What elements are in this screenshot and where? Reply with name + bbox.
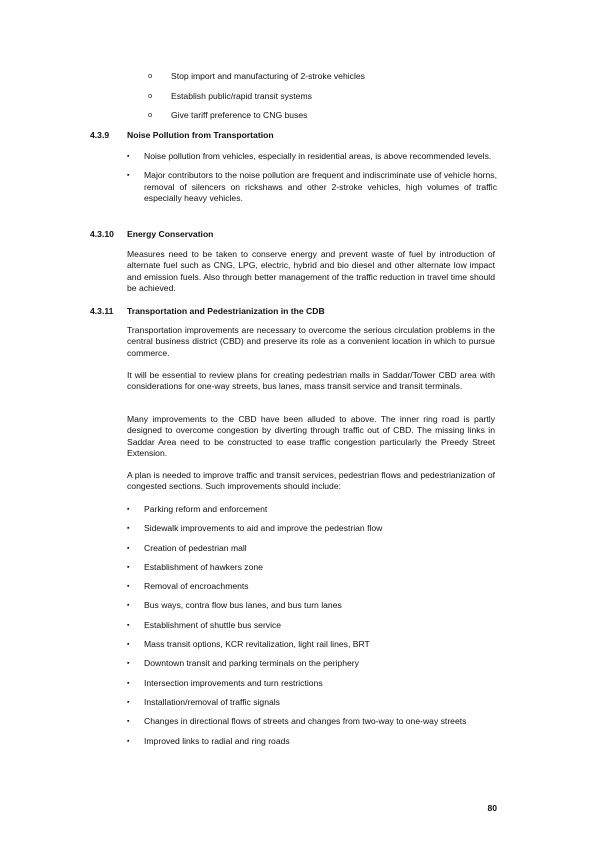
list-item-text: Establishment of hawkers zone <box>144 561 263 572</box>
list-item <box>127 639 497 650</box>
circle-bullet-icon: o <box>148 110 153 119</box>
list-item <box>127 658 497 669</box>
list-item <box>127 170 497 204</box>
list-item-text: Removal of encroachments <box>144 581 249 592</box>
section-heading-4-3-11 <box>90 306 325 316</box>
list-item-text: Stop import and manufacturing of 2-stroke vehicles <box>171 71 365 81</box>
list-item <box>127 562 497 573</box>
energy-conservation-paragraph: Measures need to be taken to conserve energy and prevent waste of fuel by introduction of alternate fuel such as CNG, LPG, electric, hybrid and bio diesel and other alternate low impact and emission fuels. Also through better management of the traffic reduction in travel time should be achieved. <box>127 249 495 293</box>
list-item-text: Changes in directional flows of streets and changes from two-way to one-way streets <box>144 716 467 727</box>
square-bullet-icon: ▪ <box>127 737 130 745</box>
list-item-text: Give tariff preference to CNG buses <box>171 110 308 120</box>
square-bullet-icon: ▪ <box>127 172 130 180</box>
noise-pollution-list <box>127 151 497 204</box>
list-item-text: Improved links to radial and ring roads <box>144 735 290 746</box>
list-item-text: Sidewalk improvements to aid and improve the pedestrian flow <box>144 523 383 534</box>
square-bullet-icon: ▪ <box>127 583 130 591</box>
list-item-text: Parking reform and enforcement <box>144 504 268 514</box>
list-item <box>127 678 497 689</box>
improvements-list <box>127 504 497 747</box>
section-number: 4.3.10 <box>90 229 114 239</box>
section-title: Energy Conservation <box>127 229 214 239</box>
section-number: 4.3.9 <box>90 130 110 140</box>
section-title: Transportation and Pedestrianization in the CDB <box>127 306 325 316</box>
section-heading-4-3-10 <box>90 229 213 239</box>
square-bullet-icon: ▪ <box>127 506 130 513</box>
circle-bullet-icon: o <box>148 71 153 80</box>
list-item <box>127 523 497 534</box>
list-item <box>127 151 497 162</box>
square-bullet-icon: ▪ <box>127 525 130 533</box>
list-item-text: Installation/removal of traffic signals <box>144 696 280 707</box>
square-bullet-icon: ▪ <box>127 544 130 552</box>
list-item-text: Establishment of shuttle bus service <box>144 619 282 630</box>
square-bullet-icon: ▪ <box>127 602 130 610</box>
list-item <box>148 70 528 90</box>
list-item <box>127 581 497 592</box>
list-item <box>127 620 497 631</box>
list-item <box>148 90 528 110</box>
list-item-text: Establish public/rapid transit systems <box>171 90 312 101</box>
square-bullet-icon: ▪ <box>127 698 130 706</box>
section-title: Noise Pollution from Transportation <box>127 130 274 140</box>
list-item <box>127 504 497 515</box>
list-item-text: Bus ways, contra flow bus lanes, and bus turn lanes <box>144 600 342 611</box>
list-item <box>127 736 497 747</box>
list-item <box>127 716 497 727</box>
section-heading-4-3-9 <box>90 130 274 140</box>
list-item-text: Major contributors to the noise pollution are frequent and indiscriminate use of vehicle horns, removal of silencers on rickshaws and other 2-stroke vehicles, high volumes of traffic especially heavy vehicles. <box>144 170 497 203</box>
square-bullet-icon: ▪ <box>127 679 130 687</box>
square-bullet-icon: ▪ <box>127 660 130 668</box>
list-item <box>127 697 497 708</box>
list-item-text: Mass transit options, KCR revitalization, light rail lines, BRT <box>144 639 370 650</box>
square-bullet-icon: ▪ <box>127 153 130 160</box>
square-bullet-icon: ▪ <box>127 641 130 649</box>
list-item-text: Downtown transit and parking terminals on the periphery <box>144 658 359 669</box>
list-item-text: Creation of pedestrian mall <box>144 542 247 553</box>
paragraph: Transportation improvements are necessary to overcome the serious circulation problems in the central business district (CBD) and preserve its role as a convenient location in which to pursue commerce. <box>127 325 495 358</box>
paragraph: A plan is needed to improve traffic and transit services, pedestrian flows and pedestrianization of congested sections. Such improvements should include: <box>127 470 495 492</box>
list-item <box>127 600 497 611</box>
paragraph: Many improvements to the CBD have been alluded to above. The inner ring road is partly designed to overcome congestion by diverting through traffic out of CBD. The missing links in Saddar Area need to be constructed to ease traffic congestion particularly the Preedy Street Extension. <box>127 414 495 458</box>
top-sub-list <box>148 70 528 129</box>
section-number: 4.3.11 <box>90 306 114 316</box>
list-item <box>148 109 528 129</box>
square-bullet-icon: ▪ <box>127 621 130 629</box>
list-item-text: Intersection improvements and turn restrictions <box>144 677 323 688</box>
list-item-text: Noise pollution from vehicles, especially in residential areas, is above recommended levels. <box>144 151 492 161</box>
page-number: 80 <box>487 803 497 813</box>
square-bullet-icon: ▪ <box>127 718 130 726</box>
paragraph: It will be essential to review plans for creating pedestrian malls in Saddar/Tower CBD area with considerations for one-way streets, bus lanes, mass transit service and transit terminals. <box>127 370 495 392</box>
circle-bullet-icon: o <box>148 90 153 100</box>
list-item <box>127 543 497 554</box>
square-bullet-icon: ▪ <box>127 563 130 571</box>
